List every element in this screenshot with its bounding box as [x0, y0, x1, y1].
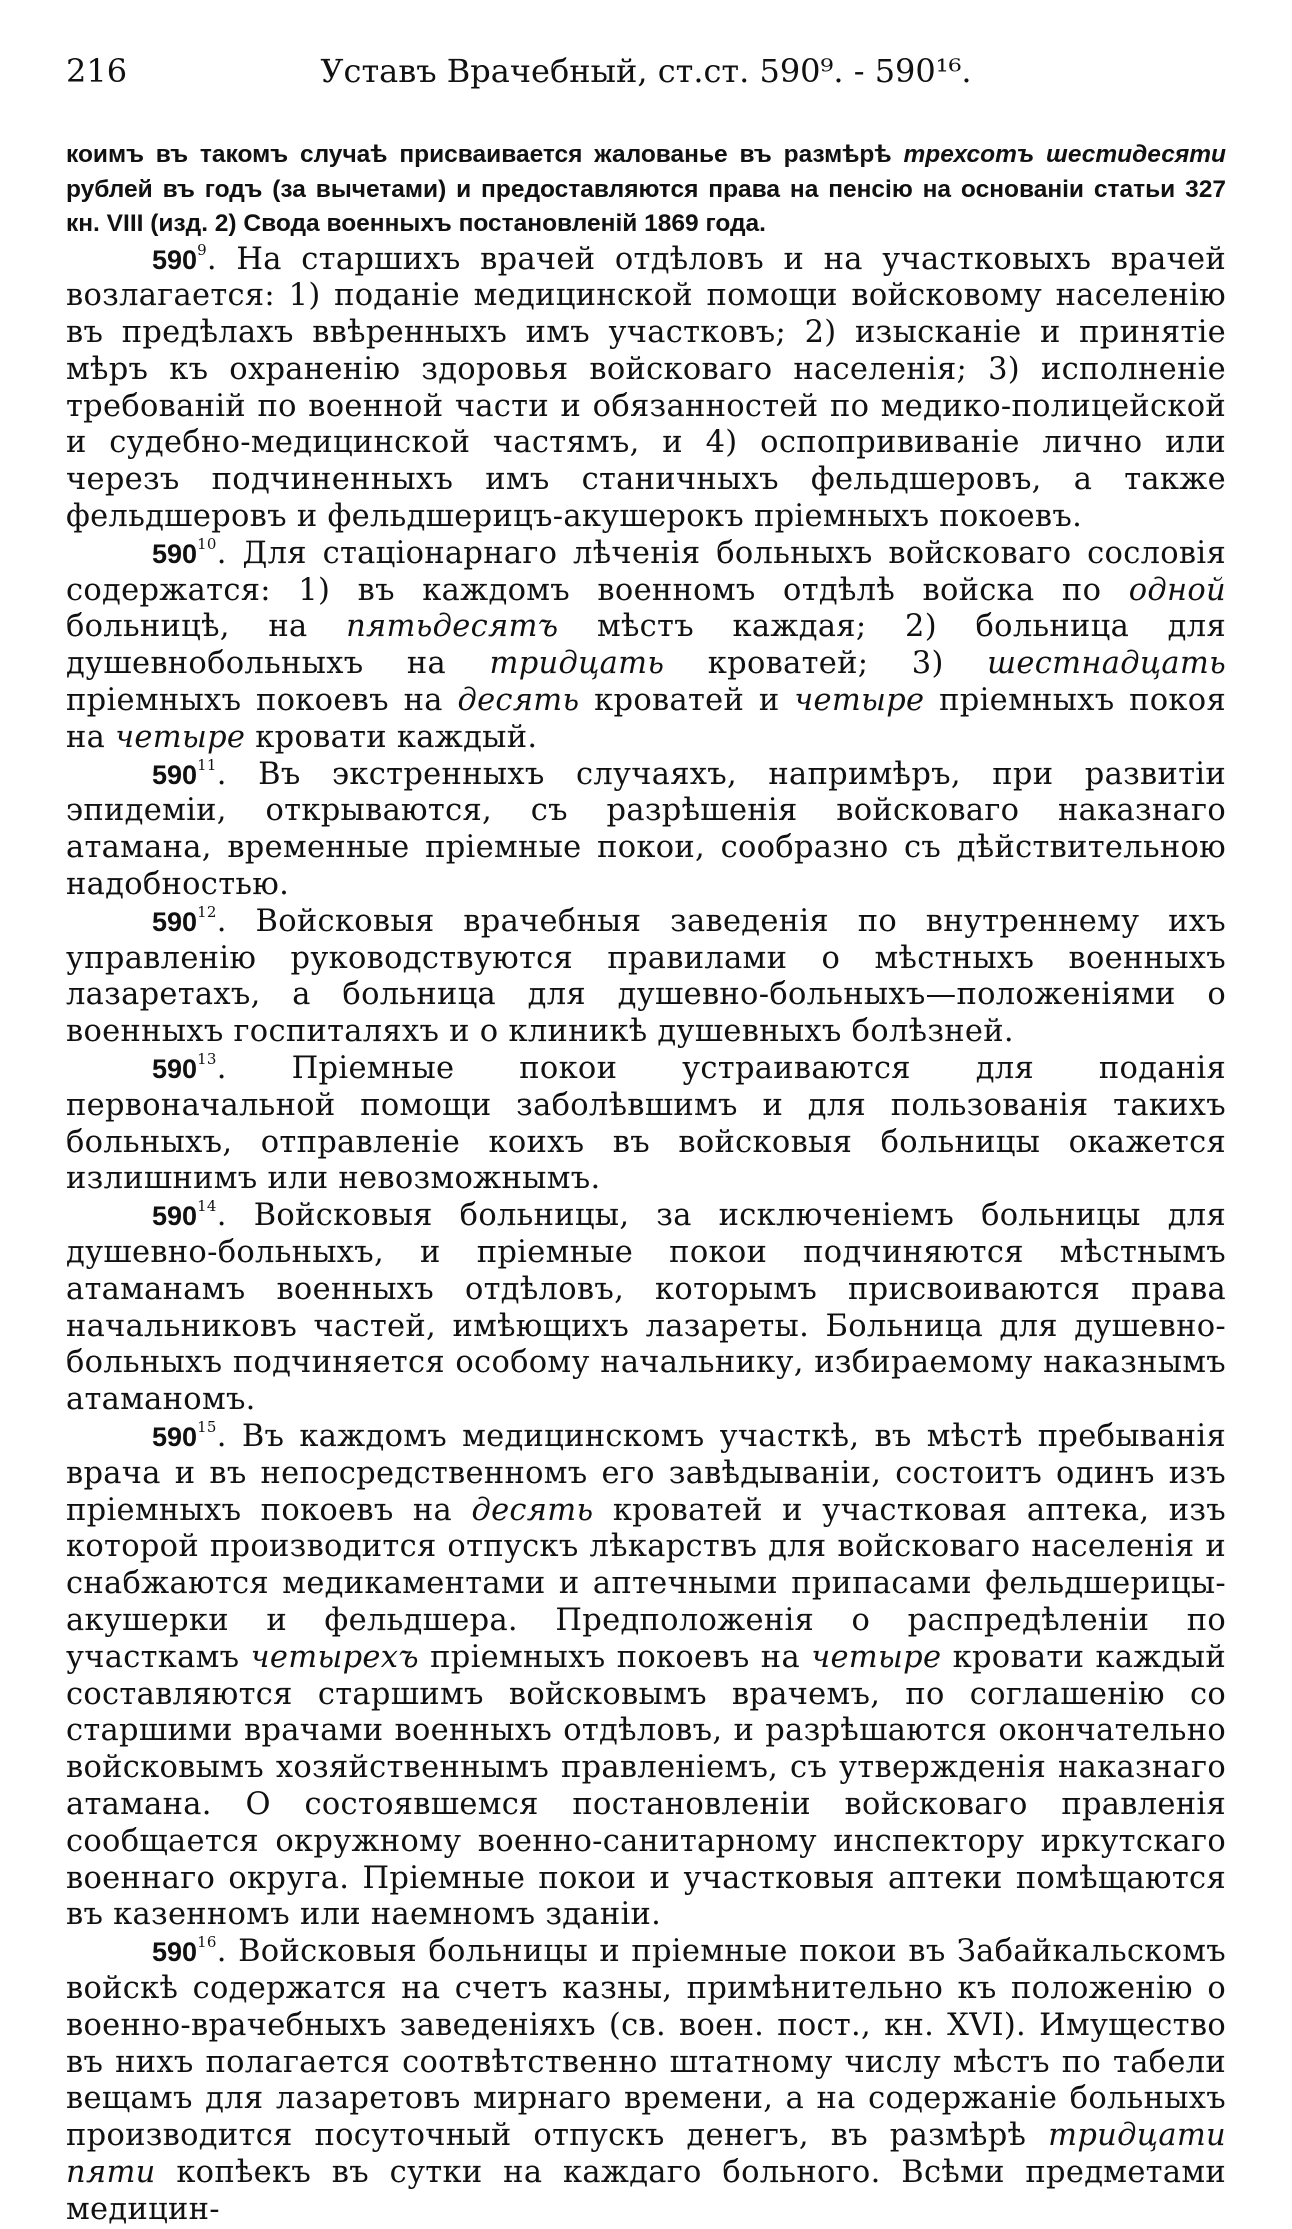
article-superscript: 9	[197, 240, 207, 259]
article-superscript: 10	[197, 534, 217, 553]
article-text: больницѣ, на	[66, 609, 347, 645]
article-superscript: 13	[197, 1050, 217, 1069]
article-text: . Войсковыя больницы и пріемные покои въ Забайкальскомъ войскѣ содержатся на счетъ казны, примѣнительно къ положенію о военно-врачебныхъ заведеніяхъ (св. воен. пост., кн. XVI). Имущество въ нихъ полагается соотвѣтственно штатному числу мѣстъ по табели вещамъ для лазаретовъ мирнаго времени, а на содержаніе больныхъ производится посуточный отпускъ денегъ, въ размѣрѣ	[66, 1934, 1226, 2154]
article-590-10	[66, 536, 1226, 757]
article-superscript: 12	[197, 902, 217, 921]
page-body	[66, 138, 1226, 2229]
intro-emphasis: трехсотъ шестидесяти	[903, 141, 1226, 168]
article-number: 590	[152, 906, 198, 937]
article-number: 590	[152, 1937, 198, 1968]
article-number: 590	[152, 1201, 198, 1232]
article-590-9	[66, 242, 1226, 536]
article-emphasis: тридцать	[489, 646, 665, 682]
article-emphasis: четыре	[794, 683, 925, 719]
article-text: копѣекъ въ сутки на каждаго больного. Всѣми предметами медицин-	[66, 2154, 1226, 2227]
article-590-15	[66, 1419, 1226, 1934]
article-text: . Въ каждомъ медицинскомъ участкѣ, въ мѣстѣ пребыванія врача и въ непосредственномъ его завѣдываніи, состоитъ одинъ изъ пріемныхъ покоевъ на	[66, 1419, 1226, 1528]
article-number: 590	[152, 244, 198, 275]
article-emphasis: четыре	[115, 719, 246, 755]
article-text: кроватей; 3)	[664, 646, 988, 682]
intro-paragraph	[66, 138, 1226, 242]
article-text: . Для стаціонарнаго лѣченія больныхъ войсковаго сословія содержатся: 1) въ каждомъ военномъ отдѣлѣ войска по	[66, 535, 1226, 608]
article-number: 590	[152, 759, 198, 790]
article-emphasis: одной	[1128, 572, 1226, 608]
article-text: . Войсковыя больницы, за исключеніемъ больницы для душевно-больныхъ, и пріемные покои подчиняются мѣстнымъ атаманамъ военныхъ отдѣловъ, которымъ присвоиваются права начальниковъ частей, имѣющихъ лазареты. Больница для душевно-больныхъ подчиняется особому начальнику, избираемому наказнымъ атаманомъ.	[66, 1198, 1226, 1418]
article-text: кроватей и	[579, 683, 795, 719]
article-number: 590	[152, 538, 198, 569]
article-emphasis: пятьдесятъ	[346, 609, 559, 645]
article-text: мѣстъ каждая; 2) больница для душевнобольныхъ на	[66, 609, 1226, 682]
article-emphasis: четыре	[811, 1639, 942, 1675]
article-text: кровати каждый.	[245, 719, 538, 755]
running-title: Уставъ Врачебный, ст.ст. 590⁹. - 590¹⁶.	[320, 52, 972, 90]
article-emphasis: тридцати пяти	[66, 2118, 1226, 2190]
article-number: 590	[152, 1054, 198, 1085]
article-590-11	[66, 757, 1226, 904]
article-text: . Въ экстренныхъ случаяхъ, напримѣръ, при развитіи эпидеміи, открываются, съ разрѣшенія войсковаго наказнаго атамана, временные пріемные покои, сообразно съ дѣйствительною надобностью.	[66, 756, 1226, 903]
article-superscript: 16	[197, 1933, 217, 1952]
intro-text-1: коимъ въ такомъ случаѣ присваивается жалованье въ размѣрѣ	[66, 141, 904, 168]
page-number: 216	[66, 52, 128, 90]
article-number: 590	[152, 1422, 198, 1452]
article-text: пріемныхъ покоя на	[66, 683, 1227, 755]
article-590-12	[66, 904, 1226, 1051]
article-emphasis: четырехъ	[250, 1639, 419, 1675]
page-header	[66, 52, 1226, 98]
article-590-16	[66, 1934, 1226, 2228]
article-text: . На старшихъ врачей отдѣловъ и на участковыхъ врачей возлагается: 1) поданіе медицинской помощи войсковому населенію въ предѣлахъ ввѣренныхъ имъ участковъ; 2) изысканіе и принятіе мѣръ къ охраненію здоровья войсковаго населенія; 3) исполненіе требованій по военной части и обязанностей по медико-полицейской и судебно-медицинской частямъ, и 4) оспопрививаніе лично или черезъ подчиненныхъ имъ станичныхъ фельдшеровъ, а также фельдшеровъ и фельдшерицъ-акушерокъ пріемныхъ покоевъ.	[66, 241, 1226, 535]
article-590-13	[66, 1051, 1226, 1198]
article-emphasis: десять	[471, 1492, 594, 1528]
article-text: кроватей и участковая аптека, изъ которой производится отпускъ лѣкарствъ для войсковаго населенія и снабжаются медикаментами и аптечными припасами фельдшерицы-акушерки и фельдшера. Предположенія о распредѣленіи по участкамъ	[66, 1492, 1226, 1675]
article-text: . Войсковыя врачебныя заведенія по внутреннему ихъ управленію руководствуются правилами о мѣстныхъ военныхъ лазаретахъ, а больница для душевно-больныхъ—положеніями о военныхъ госпиталяхъ и о клиникѣ душевныхъ болѣзней.	[66, 903, 1226, 1050]
article-text: пріемныхъ покоевъ на	[418, 1639, 812, 1675]
article-text: . Пріемные покои устраиваются для поданія первоначальной помощи заболѣвшимъ и для пользованія такихъ больныхъ, отправленіе коихъ въ войсковыя больницы окажется излишнимъ или невозможнымъ.	[66, 1051, 1226, 1197]
article-superscript: 14	[197, 1197, 217, 1216]
article-text: пріемныхъ покоевъ на	[66, 683, 458, 719]
article-text: кровати каждый составляются старшимъ войсковымъ врачемъ, по соглашенію со старшими врачами военныхъ отдѣловъ, и разрѣшаются окончательно войсковымъ хозяйственнымъ правленіемъ, съ утвержденія наказнаго атамана. О состоявшемся постановленіи войсковаго правленія сообщается окружному военно-санитарному инспектору иркутскаго военнаго округа. Пріемные покои и участковыя аптеки помѣщаются въ казенномъ или наемномъ зданіи.	[66, 1639, 1226, 1933]
article-superscript: 11	[197, 755, 217, 774]
article-590-14	[66, 1198, 1226, 1419]
intro-text-2: рублей въ годъ (за вычетами) и предоставляются права на пенсію на основаніи статьи 327 кн. VIII (изд. 2) Свода военныхъ постановленій 1869 года.	[66, 175, 1226, 237]
article-superscript: 15	[197, 1418, 217, 1436]
article-emphasis: десять	[457, 683, 580, 719]
article-emphasis: шестнадцать	[987, 646, 1227, 682]
